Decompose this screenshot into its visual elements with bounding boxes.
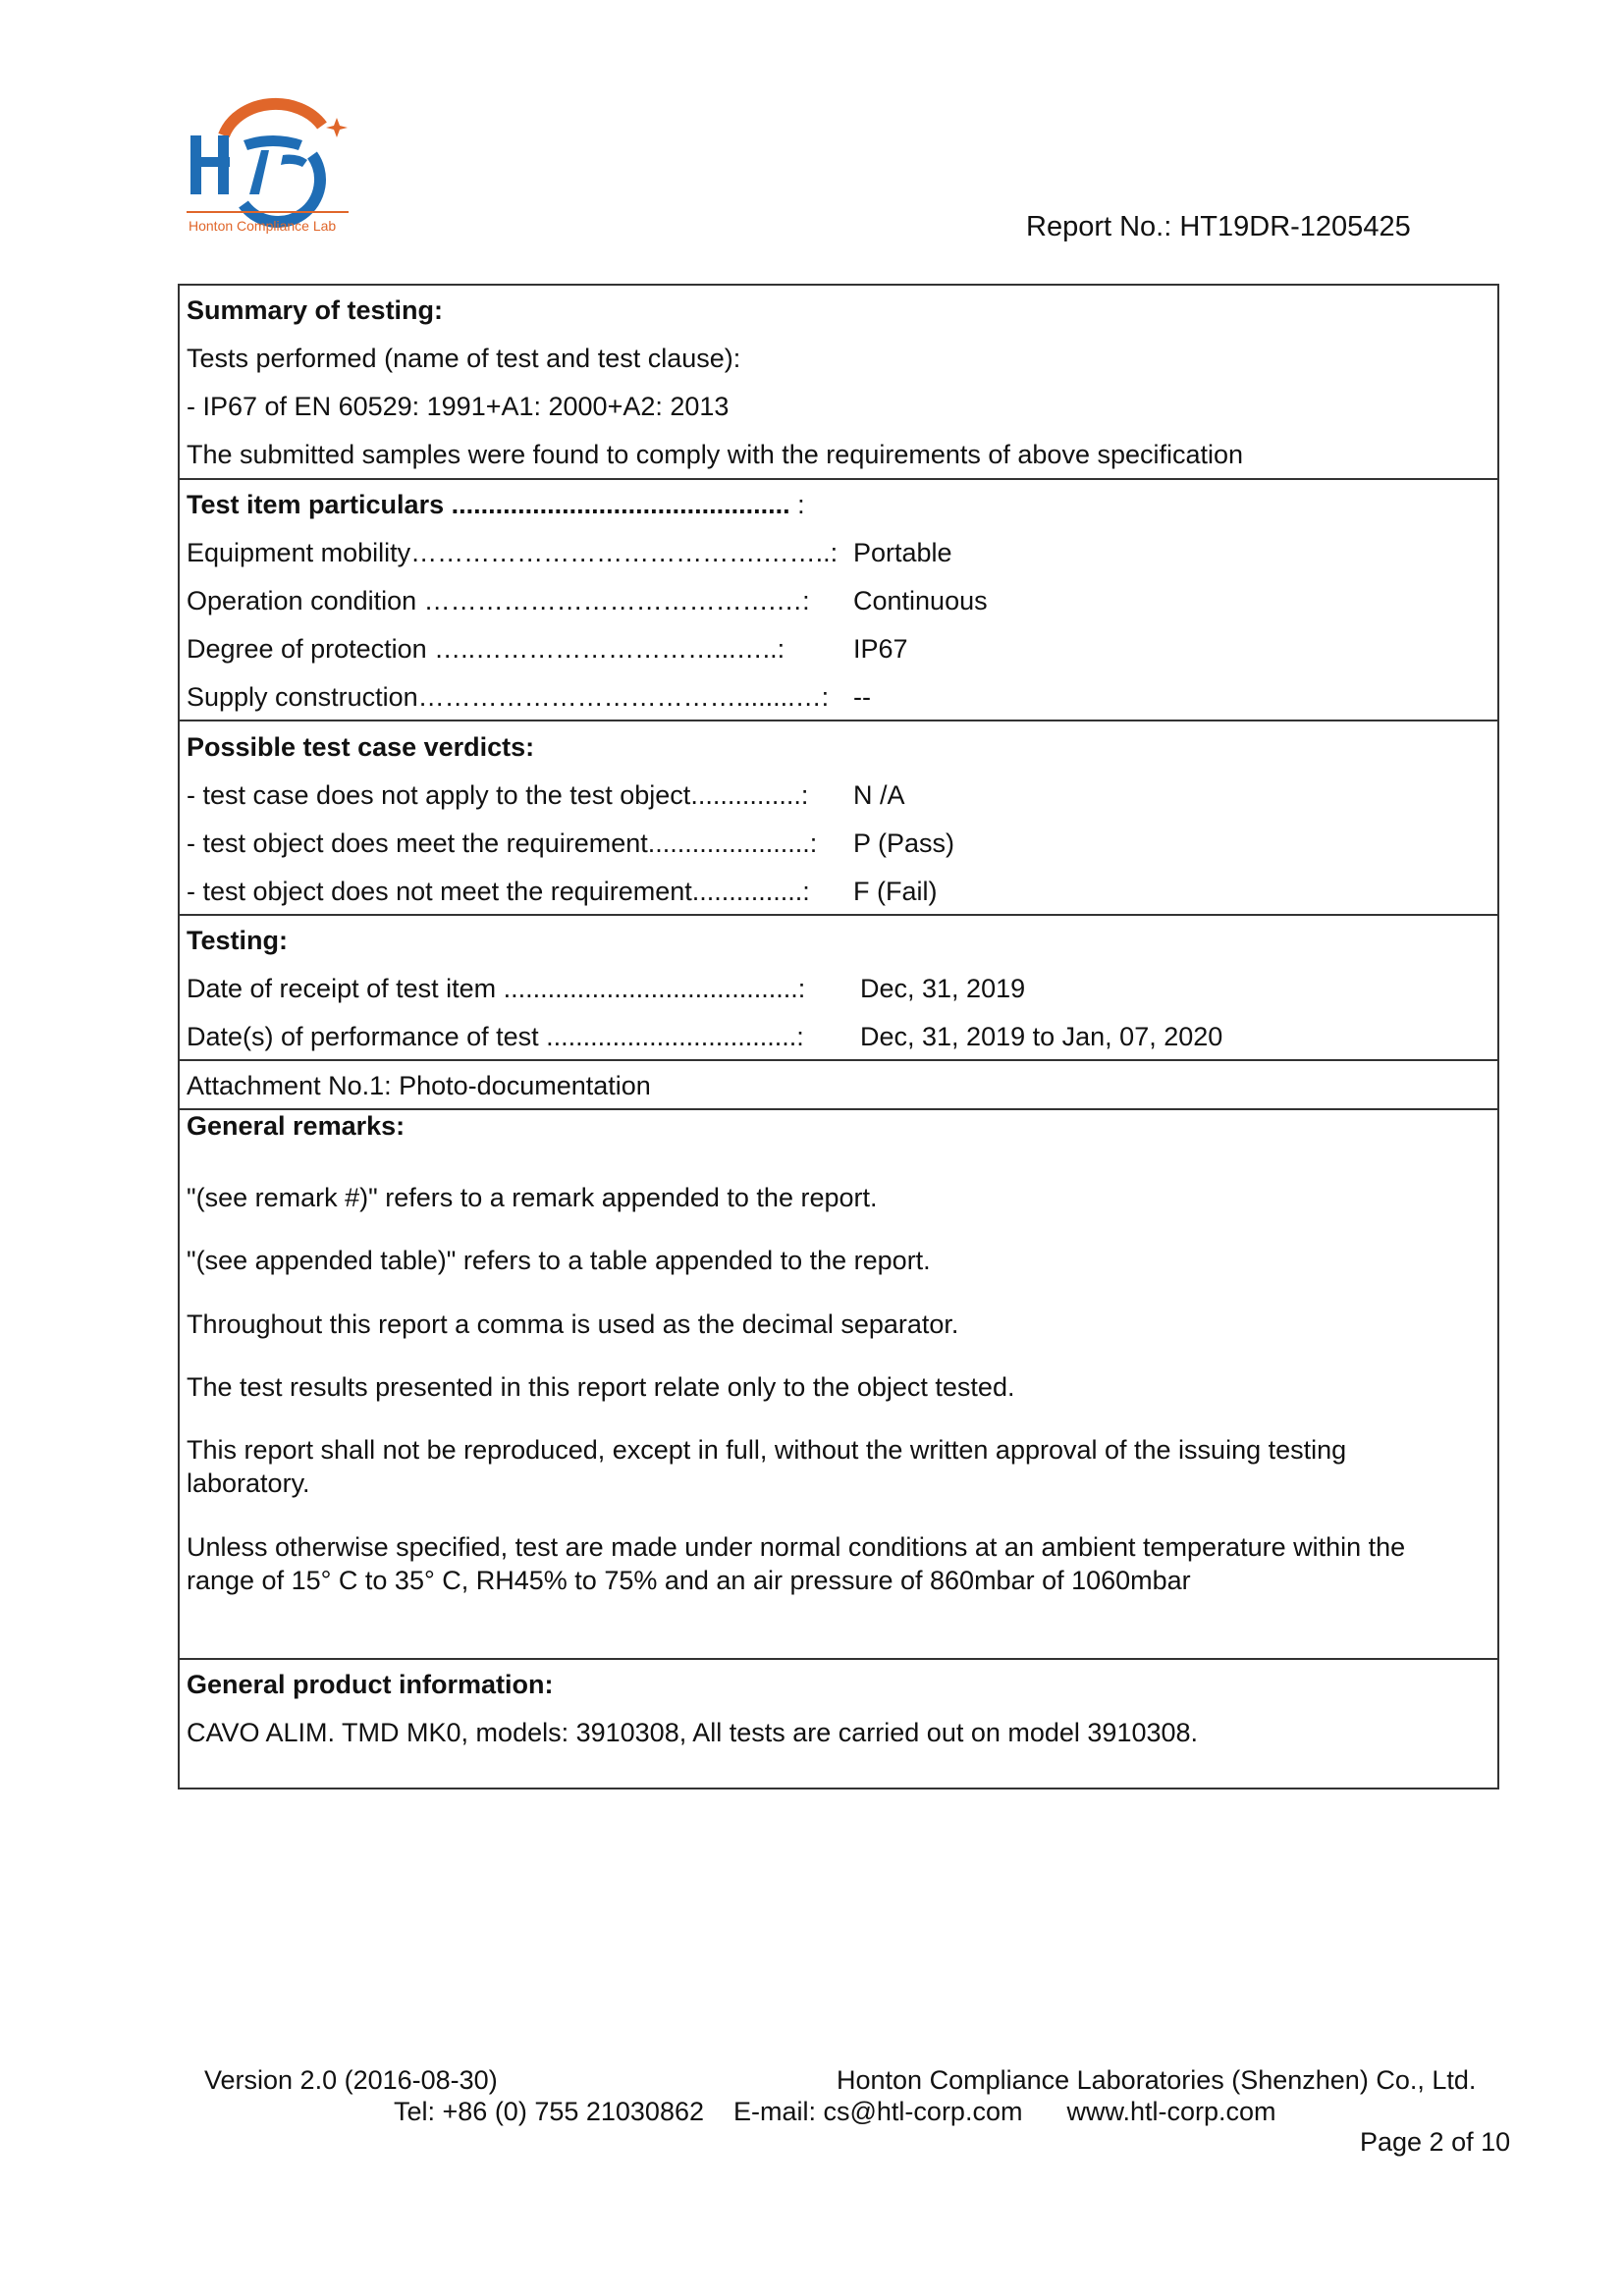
remark-item: Throughout this report a comma is used as the decimal separator. bbox=[187, 1309, 959, 1339]
product-title: General product information: bbox=[187, 1670, 554, 1699]
footer-version: Version 2.0 (2016-08-30) bbox=[204, 2065, 498, 2095]
divider bbox=[178, 914, 1499, 916]
summary-conclusion: The submitted samples were found to comply with the requirements of above specification bbox=[187, 440, 1244, 469]
testing-value: Dec, 31, 2019 bbox=[860, 974, 1026, 1003]
verdict-value: P (Pass) bbox=[853, 828, 955, 858]
divider bbox=[178, 1059, 1499, 1061]
remark-item: Unless otherwise specified, test are made under normal conditions at an ambient temperature within the range of 15° C to 35° C, RH45% to 75% and an air pressure of 860mbar of 1060mbar bbox=[187, 1532, 1406, 1595]
testing-value: Dec, 31, 2019 to Jan, 07, 2020 bbox=[860, 1022, 1223, 1051]
particulars-title: Test item particulars .............................................. : bbox=[187, 490, 805, 519]
tests-performed: Tests performed (name of test and test clause): bbox=[187, 344, 741, 373]
attachment: Attachment No.1: Photo-documentation bbox=[187, 1071, 651, 1100]
verdict-value: N /A bbox=[853, 780, 905, 810]
remark-item: The test results presented in this report relate only to the object tested. bbox=[187, 1372, 1015, 1402]
verdict-row: - test case does not apply to the test object...............: bbox=[187, 780, 809, 810]
page-number: Page 2 of 10 bbox=[1360, 2127, 1511, 2157]
testing-row: Date(s) of performance of test ..................................: bbox=[187, 1022, 804, 1051]
particulars-row: Supply construction………………………………........…: bbox=[187, 682, 830, 712]
particulars-value: Portable bbox=[853, 538, 952, 567]
divider bbox=[178, 1658, 1499, 1660]
footer-contact: Tel: +86 (0) 755 21030862 E-mail: cs@htl-corp.com www.htl-corp.com bbox=[394, 2097, 1276, 2126]
particulars-row: Operation condition ………………………………….…: bbox=[187, 586, 810, 615]
logo-caption: Honton Compliance Lab bbox=[189, 218, 337, 234]
testing-row: Date of receipt of test item ........................................: bbox=[187, 974, 806, 1003]
footer-company: Honton Compliance Laboratories (Shenzhen) Co., Ltd. bbox=[837, 2065, 1477, 2095]
remark-item: "(see appended table)" refers to a table appended to the report. bbox=[187, 1246, 931, 1275]
verdict-row: - test object does not meet the requirement...............: bbox=[187, 877, 810, 906]
verdict-row: - test object does meet the requirement......................: bbox=[187, 828, 818, 858]
summary-title: Summary of testing: bbox=[187, 295, 444, 325]
remark-item: "(see remark #)" refers to a remark appended to the report. bbox=[187, 1183, 878, 1212]
particulars-row: Degree of protection …..………………………...…..: bbox=[187, 634, 785, 664]
remark-item: This report shall not be reproduced, except in full, without the written approval of the issuing testing laboratory. bbox=[187, 1435, 1347, 1498]
test-item: - IP67 of EN 60529: 1991+A1: 2000+A2: 2013 bbox=[187, 392, 730, 421]
particulars-value: -- bbox=[853, 682, 871, 712]
particulars-value: IP67 bbox=[853, 634, 908, 664]
logo-underline bbox=[187, 211, 349, 213]
verdicts-title: Possible test case verdicts: bbox=[187, 732, 535, 762]
divider bbox=[178, 478, 1499, 480]
remarks-title: General remarks: bbox=[187, 1111, 406, 1141]
divider bbox=[178, 720, 1499, 721]
report-number: Report No.: HT19DR-1205425 bbox=[1026, 211, 1411, 242]
particulars-value: Continuous bbox=[853, 586, 988, 615]
verdict-value: F (Fail) bbox=[853, 877, 938, 906]
particulars-row: Equipment mobility………………………………….……..: bbox=[187, 538, 839, 567]
product-text: CAVO ALIM. TMD MK0, models: 3910308, All tests are carried out on model 3910308. bbox=[187, 1718, 1199, 1747]
testing-title: Testing: bbox=[187, 926, 288, 955]
